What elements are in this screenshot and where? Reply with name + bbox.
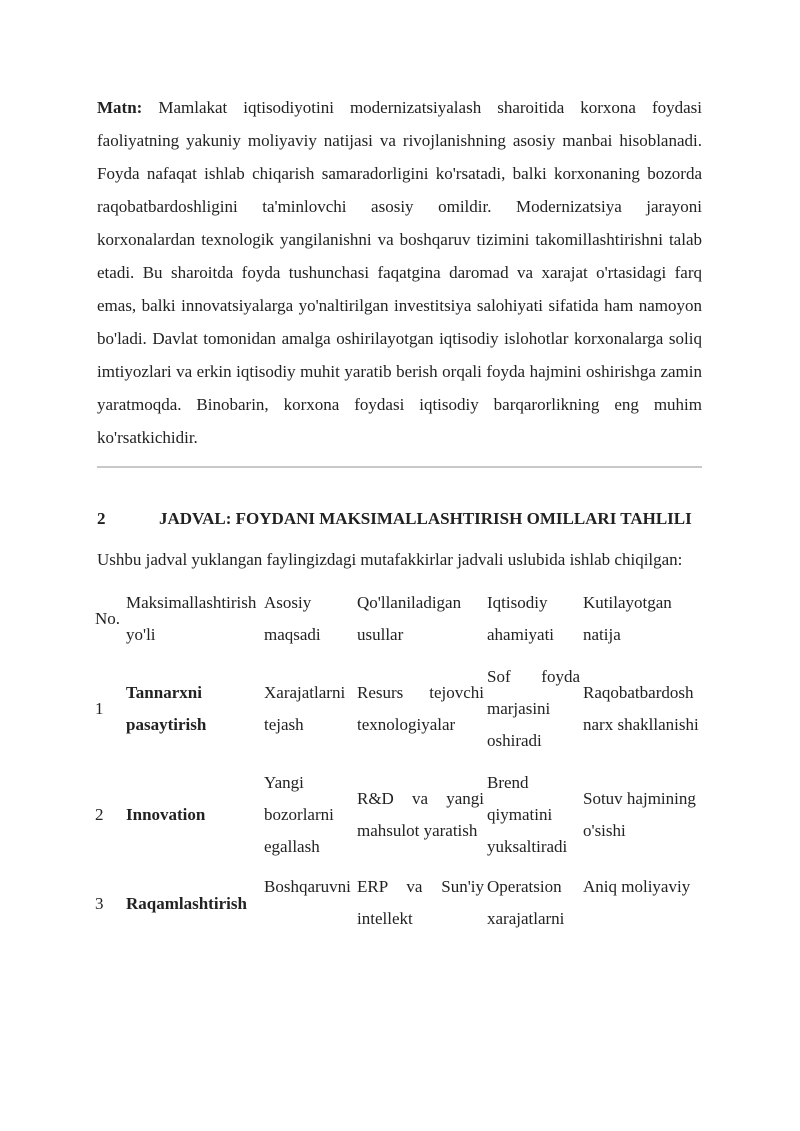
horizontal-divider bbox=[97, 466, 702, 468]
text-body: Mamlakat iqtisodiyotini modernizatsiyalash sharoitida korxona foydasi faoliyatning yakuniy moliyaviy natijasi va rivojlanishning asosiy manbai hisoblanadi. Foyda nafaqat ishlab chiqarish samaradorligini ko'rsatadi, balki korxonaning bozorda raqobatbardoshligini ta'minlovchi asosiy omildir. Modernizatsiya jarayoni korxonalardan texnologik yangilanishni va boshqaruv tizimini takomillashtirishni talab etadi. Bu sharoitda foyda tushunchasi faqatgina daromad va xarajat o'rtasidagi farq emas, balki innovatsiyalarga yo'naltirilgan investitsiya salohiyati sifatida ham namoyon bo'ladi. Davlat tomonidan amalga oshirilayotgan iqtisodiy islohotlar korxonalarga soliq imtiyozlari va erkin iqtisodiy muhit yaratib berish orqali foyda hajmini oshirishga zamin yaratmoqda. Binobarin, korxona foydasi iqtisodiy barqarorlikning eng muhim ko'rsatkichidir. bbox=[97, 98, 703, 447]
result-cell: Sotuv hajmining o'sishi bbox=[583, 789, 696, 840]
methods-cell: ERP va Sun'iy intellekt bbox=[357, 877, 484, 928]
text-label: Matn: bbox=[97, 98, 143, 117]
method-cell: Tannarxni pasaytirish bbox=[126, 683, 207, 734]
method-cell: Innovation bbox=[126, 805, 206, 824]
factors-table bbox=[95, 587, 702, 945]
goal-cell: Xarajatlarni tejash bbox=[264, 683, 346, 734]
importance-cell: Brend qiymatini yuksaltiradi bbox=[487, 773, 568, 856]
goal-cell: Boshqaruvni bbox=[264, 877, 351, 896]
row-number: 1 bbox=[95, 699, 104, 718]
row-number: 3 bbox=[95, 894, 104, 913]
table-row bbox=[95, 863, 702, 945]
methods-cell: R&D va yangi mahsulot yaratish bbox=[357, 789, 484, 840]
header-cell: Maksimallashtirish yo'li bbox=[126, 593, 257, 644]
goal-cell: Yangi bozorlarni egallash bbox=[264, 773, 334, 856]
table-header-row bbox=[95, 587, 702, 651]
header-cell: Qo'llaniladigan usullar bbox=[357, 593, 462, 644]
section-heading bbox=[97, 502, 702, 535]
header-cell: Kutilayotgan natija bbox=[583, 593, 672, 644]
row-number: 2 bbox=[95, 805, 104, 824]
importance-cell: Sof foyda marjasini oshiradi bbox=[487, 667, 580, 750]
method-cell: Raqamlashtirish bbox=[126, 894, 247, 913]
result-cell: Aniq moliyaviy bbox=[583, 877, 691, 896]
table-row bbox=[95, 757, 702, 863]
section-number: 2 bbox=[97, 509, 106, 528]
header-cell: Asosiy maqsadi bbox=[264, 593, 321, 644]
section-title: JADVAL: FOYDANI MAKSIMALLASHTIRISH OMILLARI TAHLILI bbox=[159, 509, 692, 528]
section-intro: Ushbu jadval yuklangan faylingizdagi mutafakkirlar jadvali uslubida ishlab chiqilgan: bbox=[97, 550, 683, 569]
text-paragraph bbox=[97, 91, 702, 454]
methods-cell: Resurs tejovchi texnologiyalar bbox=[357, 683, 484, 734]
document-page bbox=[97, 91, 702, 945]
table-row bbox=[95, 651, 702, 757]
header-cell: No. bbox=[95, 609, 121, 628]
importance-cell: Operatsion xarajatlarni bbox=[487, 877, 565, 928]
result-cell: Raqobatbardosh narx shakllanishi bbox=[583, 683, 699, 734]
header-cell: Iqtisodiy ahamiyati bbox=[487, 593, 555, 644]
